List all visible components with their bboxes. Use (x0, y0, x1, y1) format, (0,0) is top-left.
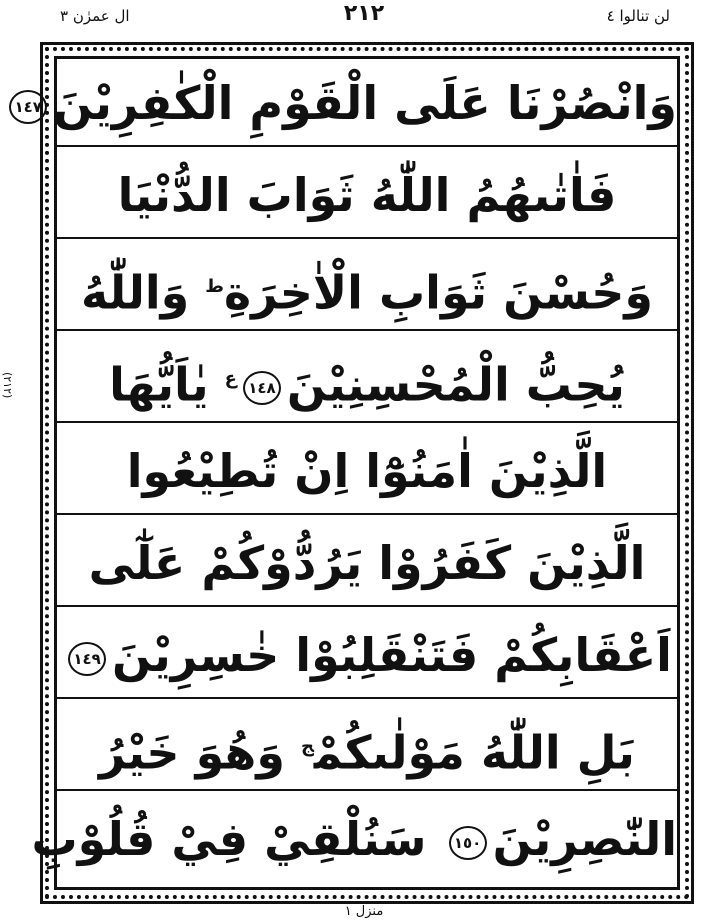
verse-text-continued: وَاللّٰهُ (80, 265, 190, 320)
verse-text: النّٰصِرِيْنَ (492, 812, 677, 866)
verse-line-5 (57, 427, 677, 515)
surah-label: ال عمرٰن ٣ (60, 7, 130, 25)
verse-line-8 (57, 703, 677, 791)
verse-text: الَّذِيْنَ اٰمَنُوْٓا اِنْ تُطِيْعُوا (126, 444, 608, 498)
verse-line-7 (57, 611, 677, 699)
ayah-number-marker: ١٥٠ (449, 826, 487, 860)
verse-text: وَحُسْنَ ثَوَابِ الْاٰخِرَةِ (224, 265, 654, 320)
verse-text: بَلِ اللّٰهُ مَوْلٰىكُمْ (313, 725, 635, 780)
verse-text: الَّذِيْنَ كَفَرُوْا يَرُدُّوْكُمْ عَلٰٓى (88, 536, 646, 590)
text-panel (14, 56, 680, 890)
manzil-footer: منزل ١ (344, 904, 384, 919)
verse-text: وَانْصُرْنَا عَلَى الْقَوْمِ الْكٰفِرِيْنَ (53, 76, 677, 130)
ayah-number-marker: ١٤٧ (9, 90, 47, 124)
verse-text-continued: وَهُوَ خَيْرُ (99, 725, 285, 780)
verse-line-3 (57, 243, 677, 331)
verse-text-continued: يٰاَيُّهَا (109, 357, 209, 412)
ruku-mark: ع (224, 368, 237, 389)
verse-text: يُحِبُّ الْمُحْسِنِيْنَ (286, 357, 625, 412)
verse-line-4 (57, 335, 677, 423)
waqf-mark: ط (205, 276, 224, 297)
verse-line-2 (57, 151, 677, 239)
margin-note: (٢١٢) (1, 372, 14, 399)
page-number: ٢١٢ (343, 1, 385, 26)
waqf-mark: ج (300, 736, 314, 757)
verse-line-9 (31, 795, 677, 887)
verse-text-continued: سَنُلْقِيْ فِيْ قُلُوْبِ (31, 812, 427, 866)
verse-line-1 (14, 59, 677, 147)
ayah-number-marker: ١٤٩ (68, 642, 106, 676)
juz-label: لن تنالوا ٤ (606, 7, 670, 25)
verse-text: فَاٰتٰىهُمُ اللّٰهُ ثَوَابَ الدُّنْيَا (117, 168, 617, 222)
ayah-number-marker: ١٤٨ (243, 371, 281, 405)
verse-text: اَعْقَابِكُمْ فَتَنْقَلِبُوْا خٰسِرِيْنَ (112, 628, 672, 682)
verse-line-6 (57, 519, 677, 607)
